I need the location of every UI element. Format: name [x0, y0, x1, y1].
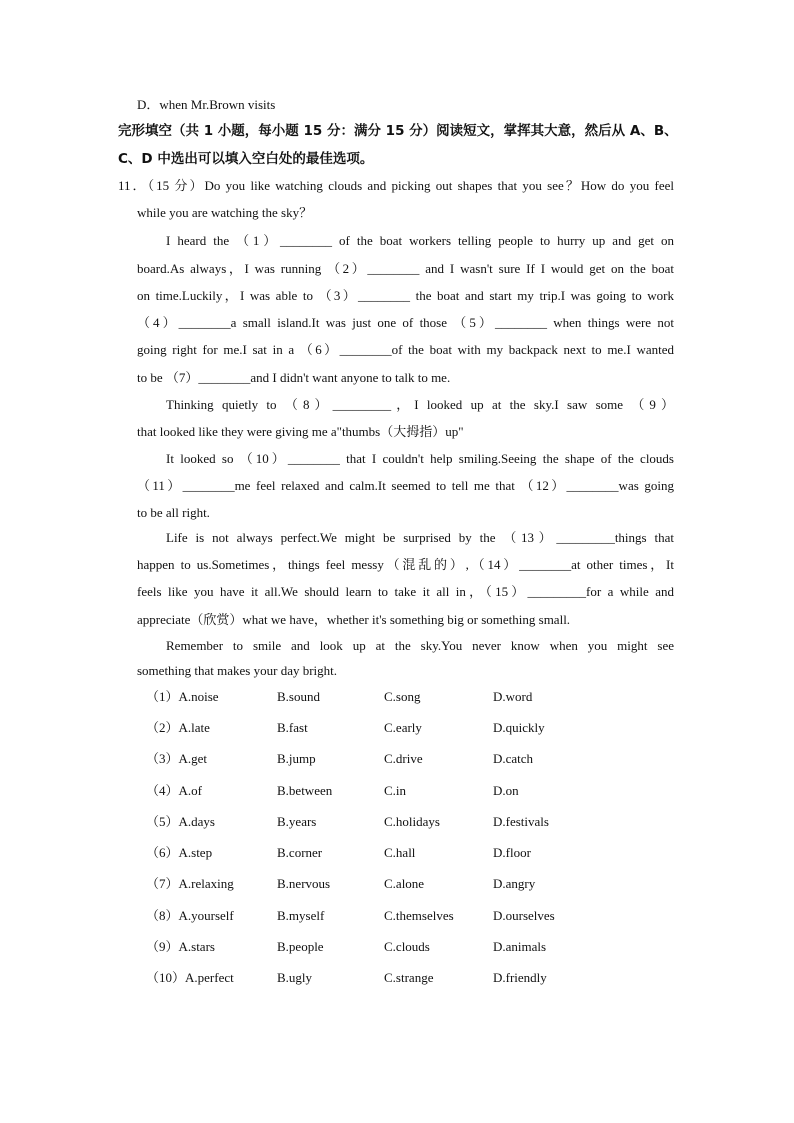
option-a[interactable]: （3）A.get	[146, 751, 208, 766]
option-b[interactable]: B.jump	[277, 751, 316, 766]
passage-line: appreciate（欣赏）what we have，whether it's something big or something small.	[137, 612, 571, 627]
option-a[interactable]: （7）A.relaxing	[146, 876, 234, 891]
option-row-10	[146, 968, 706, 988]
option-row-3	[146, 749, 706, 769]
option-d[interactable]: D.on	[493, 783, 519, 798]
option-c[interactable]: C.themselves	[384, 908, 454, 923]
passage-line: that looked like they were giving me a"thumbs（大拇指）up"	[137, 424, 464, 439]
passage-line: to be （7）________and I didn't want anyone to talk to me.	[137, 370, 451, 385]
passage-line: I heard the （1）________ of the boat workers telling people to hurry up and get on	[166, 233, 674, 248]
passage-line: feels like you have it all.We should learn to take it all in，（15）_________for a while and	[137, 584, 674, 599]
passage-line: Life is not always perfect.We might be surprised by the （13）_________things that	[166, 530, 674, 545]
option-d[interactable]: D.ourselves	[493, 908, 555, 923]
passage-line: something that makes your day bright.	[137, 663, 338, 678]
option-b[interactable]: B.people	[277, 939, 324, 954]
option-row-1	[146, 687, 706, 707]
option-row-8	[146, 906, 706, 926]
option-a[interactable]: （2）A.late	[146, 720, 210, 735]
option-a[interactable]: （4）A.of	[146, 783, 202, 798]
passage-line: Remember to smile and look up at the sky.You never know when you might see	[166, 638, 674, 653]
option-b[interactable]: B.between	[277, 783, 333, 798]
option-d[interactable]: D.friendly	[493, 970, 547, 985]
passage-line: board.As always，I was running （2）________ and I wasn't sure If I would get on the boat	[137, 261, 674, 276]
question-stem-line-1: 11．（15 分）Do you like watching clouds and picking out shapes that you see？How do you feel	[118, 178, 674, 193]
option-d[interactable]: D.quickly	[493, 720, 545, 735]
option-a[interactable]: （10）A.perfect	[146, 970, 234, 985]
option-d[interactable]: D.catch	[493, 751, 534, 766]
option-row-9	[146, 937, 706, 957]
passage-line: Thinking quietly to （8）_________，I looked up at the sky.I saw some （9）	[166, 397, 674, 412]
option-c[interactable]: C.drive	[384, 751, 423, 766]
passage-line: It looked so （10）________ that I couldn't help smiling.Seeing the shape of the clouds	[166, 451, 674, 466]
option-row-2	[146, 718, 706, 738]
option-a[interactable]: （8）A.yourself	[146, 908, 234, 923]
option-a[interactable]: （9）A.stars	[146, 939, 215, 954]
option-c[interactable]: C.song	[384, 689, 421, 704]
option-b[interactable]: B.nervous	[277, 876, 331, 891]
option-b[interactable]: B.corner	[277, 845, 323, 860]
option-d[interactable]: D.angry	[493, 876, 536, 891]
option-c[interactable]: C.holidays	[384, 814, 440, 829]
option-c[interactable]: C.hall	[384, 845, 416, 860]
passage-line: on time.Luckily，I was able to （3）________ the boat and start my trip.I was going to work	[137, 288, 674, 303]
passage-line: going right for me.I sat in a （6）________of the boat with my backpack next to me.I wanted	[137, 342, 674, 357]
section-heading-line-2: C、D 中选出可以填入空白处的最佳选项。	[118, 151, 374, 167]
option-a[interactable]: （1）A.noise	[146, 689, 219, 704]
option-c[interactable]: C.clouds	[384, 939, 430, 954]
option-a[interactable]: （6）A.step	[146, 845, 213, 860]
option-a[interactable]: （5）A.days	[146, 814, 215, 829]
question-stem-line-2: while you are watching the sky？	[137, 205, 313, 220]
prev-option-d: D．when Mr.Brown visits	[137, 97, 276, 112]
option-d[interactable]: D.animals	[493, 939, 547, 954]
passage-line: （4）________a small island.It was just one of those （5）________ when things were not	[137, 315, 674, 330]
section-heading-line-1: 完形填空（共 1 小题，每小题 15 分：满分 15 分）阅读短文，掌挥其大意，然后从 A、B、	[118, 123, 678, 139]
passage-line: （11）________me feel relaxed and calm.It seemed to tell me that （12）________was going	[137, 478, 674, 493]
option-b[interactable]: B.ugly	[277, 970, 313, 985]
option-row-5	[146, 812, 706, 832]
option-c[interactable]: C.alone	[384, 876, 425, 891]
option-row-6	[146, 843, 706, 863]
option-b[interactable]: B.fast	[277, 720, 308, 735]
option-b[interactable]: B.myself	[277, 908, 325, 923]
passage-line: happen to us.Sometimes，things feel messy（混乱的）,（14）________at other times，It	[137, 557, 674, 572]
option-b[interactable]: B.years	[277, 814, 317, 829]
passage-line: to be all right.	[137, 505, 210, 520]
option-row-7	[146, 874, 706, 894]
option-d[interactable]: D.festivals	[493, 814, 549, 829]
option-c[interactable]: C.strange	[384, 970, 434, 985]
option-c[interactable]: C.early	[384, 720, 422, 735]
option-c[interactable]: C.in	[384, 783, 407, 798]
option-b[interactable]: B.sound	[277, 689, 320, 704]
option-row-4	[146, 781, 706, 801]
option-d[interactable]: D.floor	[493, 845, 531, 860]
option-d[interactable]: D.word	[493, 689, 533, 704]
